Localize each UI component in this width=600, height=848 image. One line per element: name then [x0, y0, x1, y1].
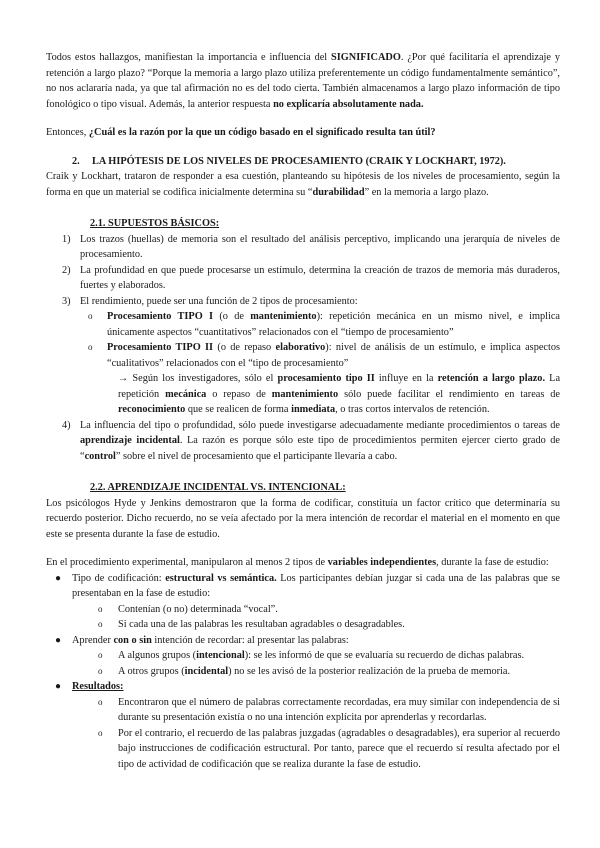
text-run: Todos estos hallazgos, manifiestan la importancia e influencia del — [46, 52, 332, 63]
subsection-heading — [90, 216, 560, 232]
list-item — [46, 340, 560, 371]
section-intro — [46, 169, 560, 200]
subsection-title: 2.2. APRENDIZAJE INCIDENTAL VS. INTENCIONAL: — [90, 482, 346, 493]
bold-term: intencional — [196, 650, 245, 661]
list-item — [46, 679, 560, 772]
text-run: ” en la memoria a largo plazo. — [364, 186, 489, 198]
list-item — [46, 571, 560, 633]
list-text: Por el contrario, el recuerdo de las palabras juzgadas (agradables o desagradables), era superior al recuerdo bajo instrucciones de codificación estructural. Por tanto, parece que el recuerdo sí resulta afectado por el tipo de actividad de codificación que se realiza durante la fase de estudio. — [118, 727, 560, 770]
circle-bullet-icon: o — [98, 696, 103, 707]
section-title: LA HIPÓTESIS DE LOS NIVELES DE PROCESAMIENTO (CRAIK Y LOCKHART, 1972). — [92, 155, 506, 167]
bold-term: control — [84, 450, 116, 462]
text-run: (o de repaso — [213, 342, 276, 353]
circle-bullet-icon: o — [88, 311, 93, 321]
list-marker: 2) — [62, 264, 71, 276]
bold-term: mantenimiento — [250, 311, 317, 322]
intro-paragraph — [46, 50, 560, 112]
list-item — [46, 309, 560, 340]
list-item — [72, 726, 560, 773]
sub-list — [72, 695, 560, 773]
bold-term: mantenimiento — [271, 388, 339, 400]
bold-term: Procesamiento TIPO I — [107, 311, 214, 322]
text-run: A algunos grupos ( — [118, 650, 197, 661]
text-run: . La razón es porque sólo este tipo de procedimientos permiten ejercer cierto grado de “ — [80, 435, 560, 462]
text-run: En el procedimiento experimental, manipularon al menos 2 tipos de — [46, 557, 328, 568]
section-heading — [72, 154, 560, 170]
bold-term: retención a largo plazo. — [437, 373, 546, 384]
text-run: intención de recordar: al presentar las palabras: — [151, 634, 349, 646]
body-paragraph — [46, 555, 560, 571]
circle-bullet-icon: o — [98, 603, 103, 614]
sub-list — [72, 602, 560, 633]
text-run: sólo puede facilitar el rendimiento en tareas de — [338, 388, 560, 400]
text-run: ” sobre el nivel de procesamiento que el participante llevaría a cabo. — [115, 450, 398, 462]
list-text: Si cada una de las palabras les resultaban agradables o desagradables. — [118, 619, 405, 630]
list-item — [46, 263, 560, 294]
document-page — [46, 50, 560, 772]
subsection-heading — [90, 480, 560, 496]
list-marker: 4) — [62, 419, 71, 431]
text-run: . ¿Por qué facilitaría el aprendizaje y retención a largo plazo? “Porque la memoria a largo plazo utiliza preferentemente un código fundamentalmente semántico”, no nos aclararía nada, ya que tal afirmación no es del todo cierta. También almacenamos a largo plazo información de tipo fonológico o tipo visual. Además, la anterior respuesta — [46, 52, 560, 110]
text-run: Entonces, — [46, 127, 89, 138]
list-marker: 3) — [62, 295, 71, 307]
bold-term: estructural vs semántica. — [165, 572, 277, 584]
list-text: Contenían (o no) determinada “vocal”. — [118, 603, 278, 615]
list-item — [72, 695, 560, 726]
bullet-icon: ● — [55, 634, 62, 646]
bold-term: elaborativo — [275, 342, 326, 353]
bold-term: procesamiento tipo II — [277, 373, 375, 384]
text-run: ): nivel de análisis de un estímulo, e implica aspectos “cualitativos” relacionados con el “tipo de procesamiento” — [107, 342, 560, 369]
text-run: A otros grupos ( — [118, 665, 185, 677]
sub-list — [72, 648, 560, 679]
list-marker: 1) — [62, 233, 71, 245]
bold-term: no explicaría absolutamente nada. — [273, 98, 424, 110]
numbered-list — [46, 418, 560, 465]
body-paragraph: Los psicólogos Hyde y Jenkins demostraron que la forma de codificar, constituía un factor crítico que determinaría su recuerdo posterior. Dicho recuerdo, no se veía afectado por la mera intención de recordar el material en el momento en que este se presenta durante la fase de estudio. — [46, 497, 560, 540]
text-run: → Según los investigadores, sólo el — [118, 373, 278, 384]
bold-question: ¿Cuál es la razón por la que un código basado en el significado resulta tan útil? — [88, 127, 436, 138]
results-heading: Resultados: — [72, 681, 124, 692]
text-run: La influencia del tipo o profundidad, sólo puede investigarse adecuadamente mediante procedimientos o tareas de — [80, 419, 560, 431]
circle-bullet-icon: o — [98, 650, 103, 660]
list-item — [46, 232, 560, 263]
circle-bullet-icon: o — [98, 665, 103, 676]
bold-term: SIGNIFICADO — [331, 52, 401, 63]
text-run: influye en la — [374, 373, 438, 384]
text-run: Craik y Lockhart, trataron de responder a esa cuestión, planteando su hipótesis de los niveles de procesamiento, según la forma en que un material se codifica inicialmente determina su “ — [46, 171, 560, 198]
text-run: Tipo de codificación: — [72, 572, 166, 584]
bullet-icon: ● — [55, 681, 62, 692]
list-item — [72, 617, 560, 633]
section-number: 2. — [72, 155, 80, 167]
text-run: que se realicen de forma — [185, 404, 292, 415]
numbered-list — [46, 232, 560, 310]
list-text: El rendimiento, puede ser una función de 2 tipos de procesamiento: — [80, 295, 358, 307]
bold-term: mecánica — [165, 388, 207, 400]
circle-bullet-icon: o — [98, 727, 103, 738]
text-run: ) no se les avisó de la posterior realización de la prueba de memoria. — [228, 665, 511, 677]
list-item — [46, 418, 560, 465]
list-text: Los trazos (huellas) de memoria son el resultado del análisis perceptivo, implicando una jerarquía de niveles de procesamiento. — [80, 233, 560, 260]
list-item — [72, 664, 560, 680]
circle-bullet-icon: o — [88, 342, 93, 352]
sub-list — [46, 309, 560, 371]
text-run: La repetición — [118, 373, 561, 400]
list-item — [46, 633, 560, 680]
subsection-title: 2.1. SUPUESTOS BÁSICOS: — [90, 218, 220, 229]
bold-term: incidental — [184, 665, 229, 677]
text-run: , durante la fase de estudio: — [436, 557, 549, 568]
text-run: Aprender — [72, 634, 114, 646]
list-item — [72, 648, 560, 664]
text-run: o repaso de — [206, 388, 272, 400]
bold-term: Procesamiento TIPO II — [107, 342, 214, 353]
bold-term: durabilidad — [312, 186, 365, 198]
list-item — [46, 294, 560, 310]
text-run: ): repetición mecánica en un mismo nivel, e implica únicamente aspectos “cuantitativos” relacionados con el “tiempo de procesamiento” — [107, 311, 560, 338]
circle-bullet-icon: o — [98, 619, 103, 629]
bold-term: inmediata — [291, 404, 336, 415]
bold-term: con o sin — [113, 634, 152, 646]
text-run: ): se les informó de que se evaluaría su recuerdo de dichas palabras. — [244, 650, 525, 661]
bold-term: reconocimiento — [118, 404, 186, 415]
arrow-note — [46, 371, 560, 418]
text-run: Los participantes debían juzgar si cada una de las palabras que se presentaban en la fase de estudio: — [72, 572, 560, 599]
bold-term: variables independientes — [327, 557, 437, 568]
list-text: Encontraron que el número de palabras correctamente recordadas, era muy similar con independencia de si durante su presentación existía o no una intención explícita por aprenderlas y recordarlas. — [118, 696, 560, 723]
bullet-icon: ● — [55, 572, 62, 584]
bold-term: aprendizaje incidental — [80, 435, 180, 446]
question-paragraph — [46, 125, 560, 141]
bullet-list — [46, 571, 560, 773]
list-item — [72, 602, 560, 618]
list-text: La profundidad en que puede procesarse un estímulo, determina la creación de trazos de memoria más duraderos, fuertes y elaborados. — [80, 264, 560, 291]
text-run: , o tras cortos intervalos de retención. — [335, 404, 490, 415]
text-run: (o de — [213, 311, 251, 322]
